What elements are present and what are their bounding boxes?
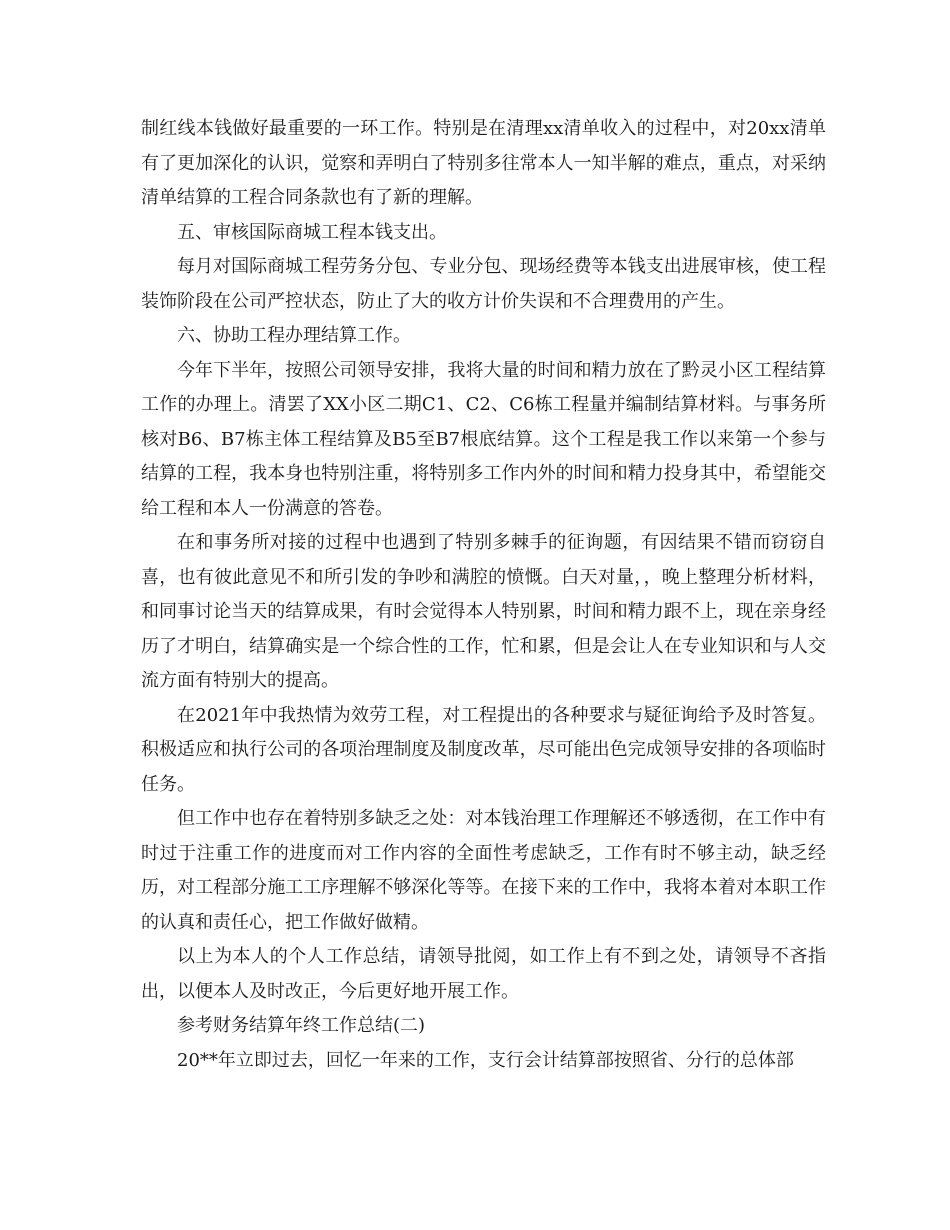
paragraph: 今年下半年，按照公司领导安排，我将大量的时间和精力放在了黔灵小区工程结算工作的办理上。清罢了XX小区二期C1、C2、C6栋工程量并编制结算材料。与事务所核对B6、B7栋主体工程结算及B5至B7根底结算。这个工程是我工作以来第一个参与结算的工程，我本身也特别注重，将特别多工作内外的时间和精力投身其中，希望能交给工程和本人一份满意的答卷。	[141, 359, 826, 519]
paragraph-continuation: 制红线本钱做好最重要的一环工作。特别是在清理xx清单收入的过程中，对20xx清单有了更加深化的认识，觉察和弄明白了特别多往常本人一知半解的难点，重点，对采纳清单结算的工程合同条款也有了新的理解。	[141, 118, 826, 208]
paragraph: 每月对国际商城工程劳务分包、专业分包、现场经费等本钱支出进展审核，使工程装饰阶段在公司严控状态，防止了大的收方计价失误和不合理费用的产生。	[141, 256, 826, 312]
section-title: 参考财务结算年终工作总结(二)	[177, 1015, 426, 1036]
paragraph: 在2021年中我热情为效劳工程，对工程提出的各种要求与疑征询给予及时答复。积极适应和执行公司的各项治理制度及制度改革，尽可能出色完成领导安排的各项临时任务。	[141, 704, 826, 795]
paragraph: 20**年立即过去，回忆一年来的工作，支行会计结算部按照省、分行的总体部	[177, 1049, 794, 1071]
paragraph: 但工作中也存在着特别多缺乏之处：对本钱治理工作理解还不够透彻，在工作中有时过于注重工作的进度而对工作内容的全面性考虑缺乏，工作有时不够主动，缺乏经历，对工程部分施工工序理解不够深化等等。在接下来的工作中，我将本着对本职工作的认真和责任心，把工作做好做精。	[141, 808, 826, 933]
paragraph: 在和事务所对接的过程中也遇到了特别多棘手的征询题，有因结果不错而窃窃自喜，也有彼此意见不和所引发的争吵和满腔的愤慨。白天对量，，晚上整理分析材料，和同事讨论当天的结算成果，有时会觉得本人特别累，时间和精力跟不上，现在亲身经历了才明白，结算确实是一个综合性的工作，忙和累，但是会让人在专业知识和与人交流方面有特别大的提高。	[141, 532, 826, 691]
section-heading-five: 五、审核国际商城工程本钱支出。	[177, 221, 447, 243]
paragraph: 以上为本人的个人工作总结，请领导批阅，如工作上有不到之处，请领导不吝指出，以便本人及时改正，今后更好地开展工作。	[141, 946, 826, 1002]
section-heading-six: 六、协助工程办理结算工作。	[177, 325, 411, 346]
document-body	[141, 112, 826, 1078]
